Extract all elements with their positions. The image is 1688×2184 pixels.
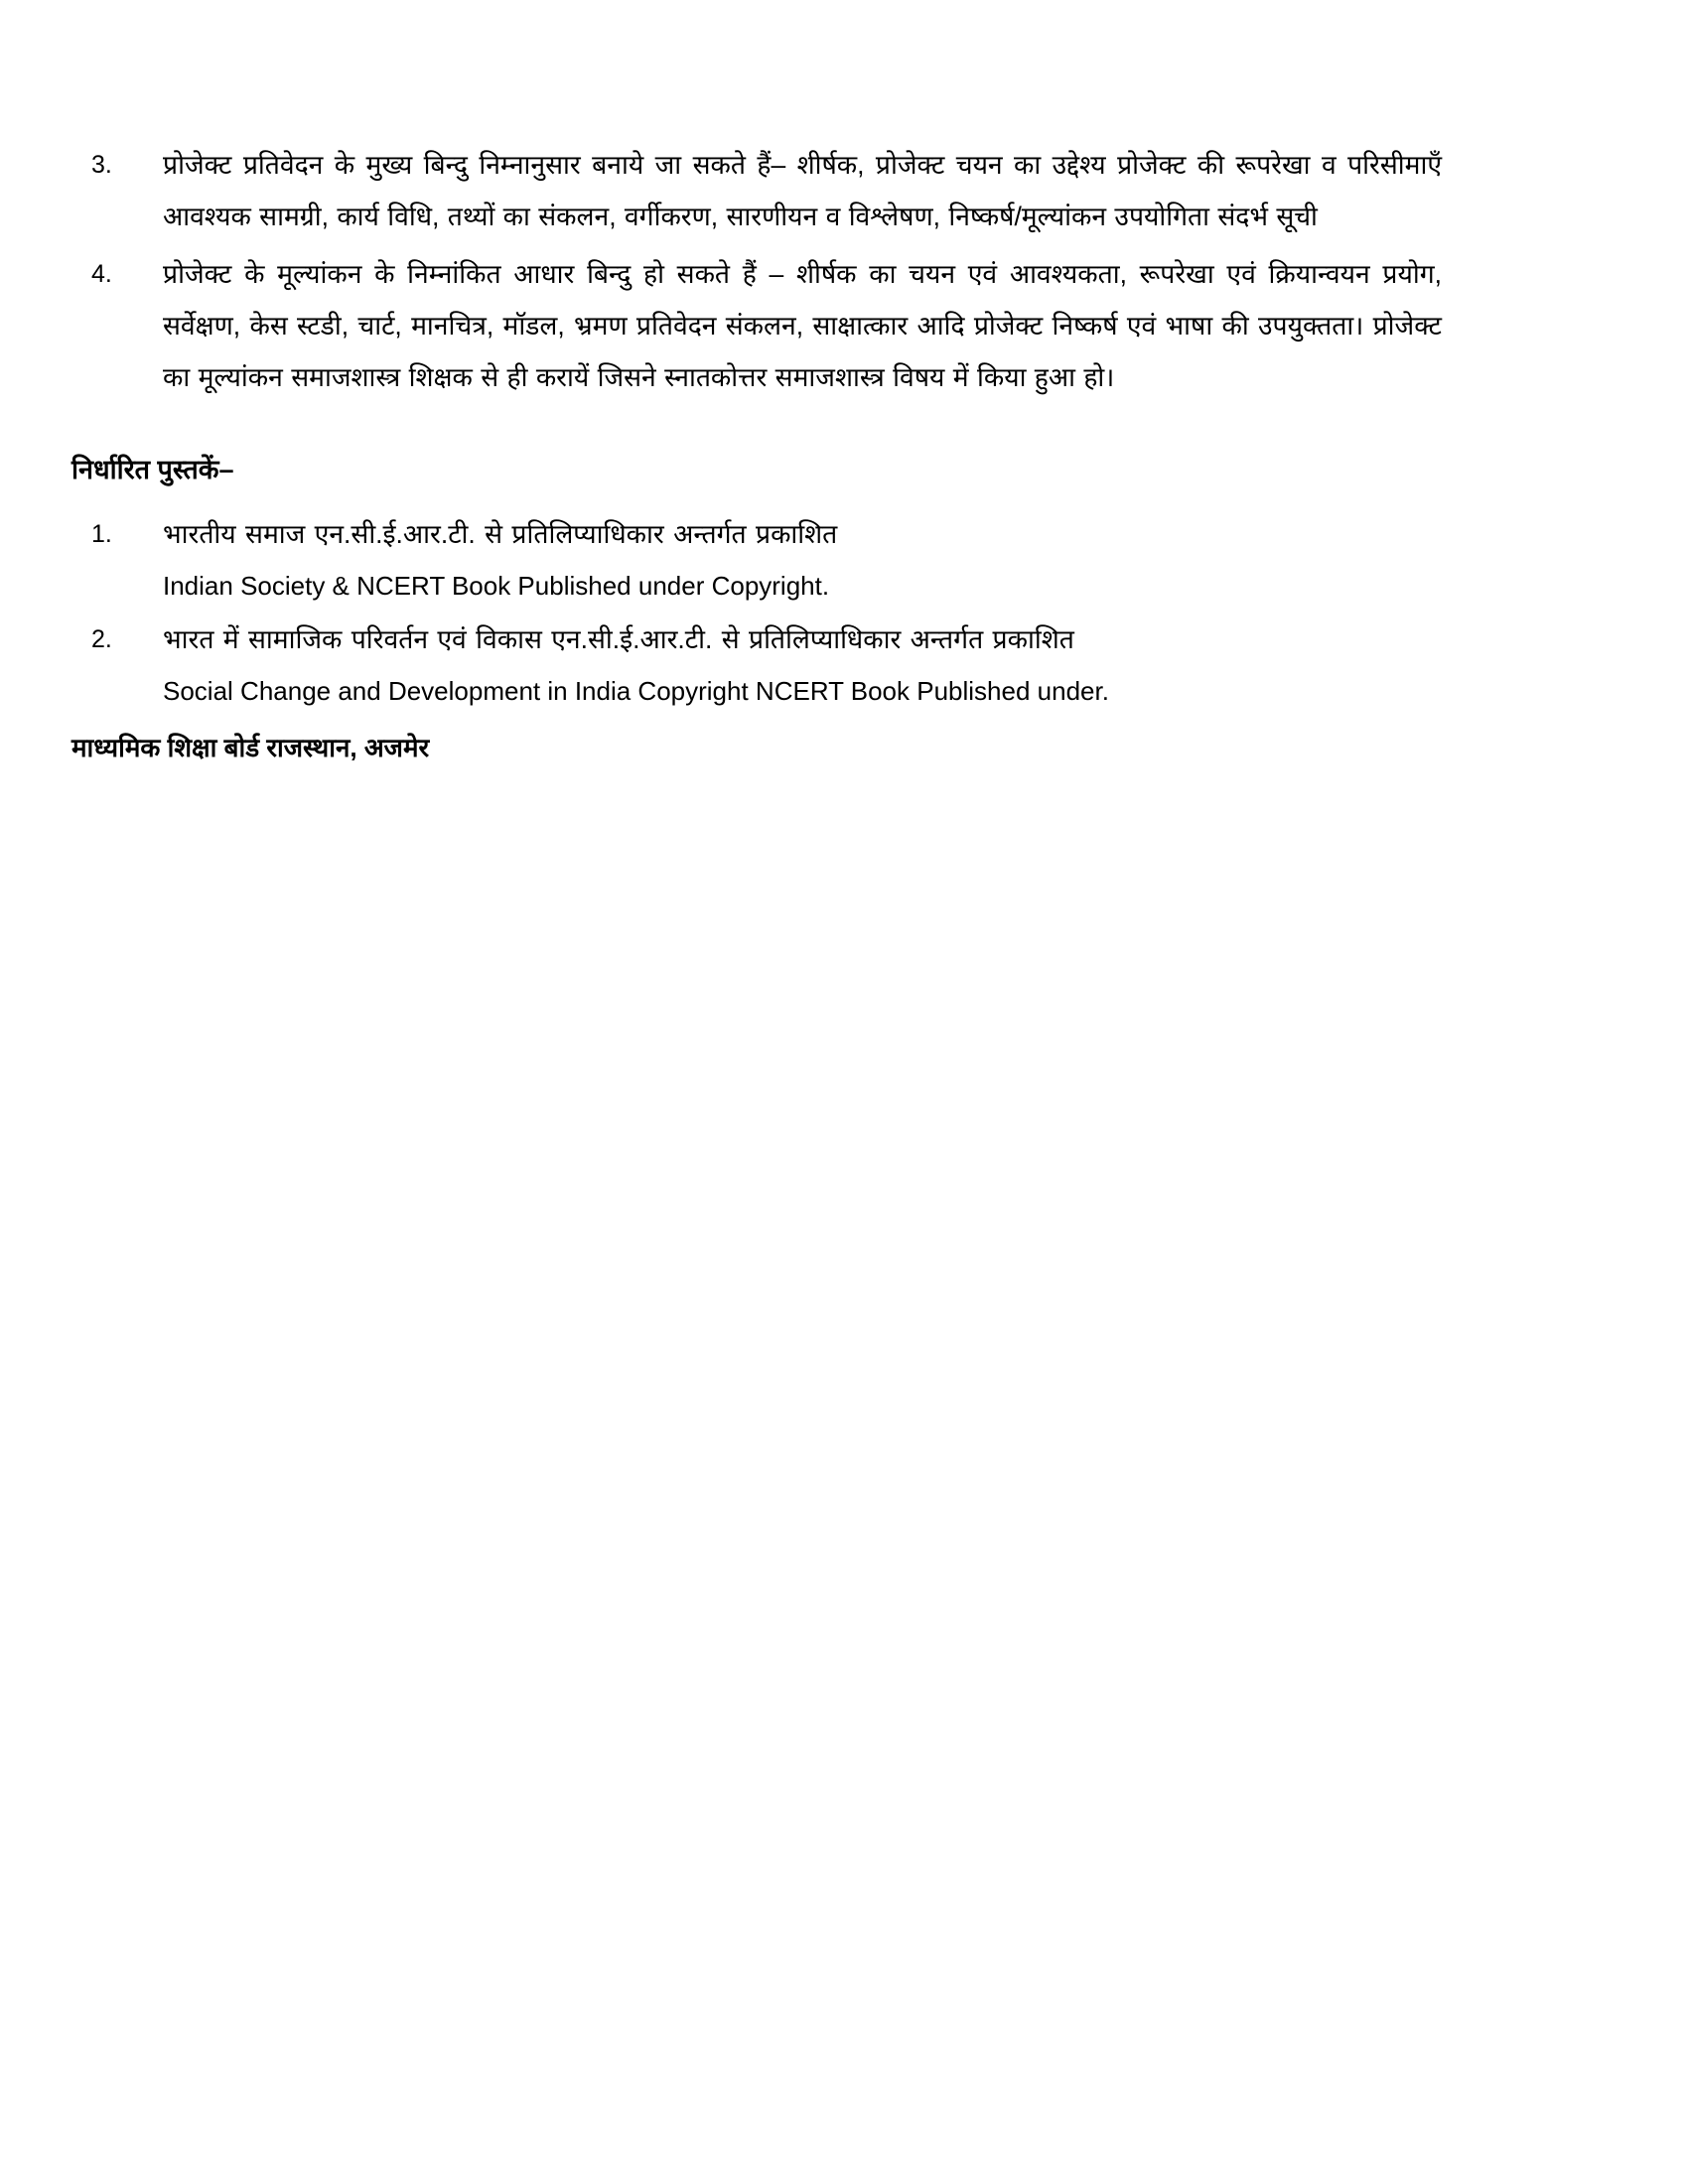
numbered-item-4 bbox=[91, 248, 1442, 403]
book-item bbox=[91, 614, 1442, 717]
paragraph-text: प्रोजेक्ट प्रतिवेदन के मुख्य बिन्दु निम्नानुसार बनाये जा सकते हैं– शीर्षक, प्रोजेक्ट चयन का उद्देश्य प्रोजेक्ट की रूपरेखा व परिसीमाएँ आवश्यक सामग्री, कार्य विधि, तथ्यों का संकलन, वर्गीकरण, सारणीयन व विश्लेषण, निष्कर्ष/मूल्यांकन उपयोगिता संदर्भ सूची bbox=[163, 150, 1442, 231]
list-marker: 3. bbox=[91, 151, 112, 179]
prescribed-books-heading: निर्धारित पुस्तकें– bbox=[71, 455, 234, 484]
blank-page-area bbox=[0, 953, 1688, 2184]
numbered-item-body bbox=[163, 139, 1442, 242]
document-content bbox=[71, 139, 1442, 770]
list-marker: 1. bbox=[91, 520, 112, 548]
book-item-body bbox=[163, 508, 1442, 612]
book-title-english: Social Change and Development in India Copyright NCERT Book Published under. bbox=[163, 676, 1109, 706]
list-marker: 4. bbox=[91, 260, 112, 288]
prescribed-books-list bbox=[91, 508, 1442, 717]
book-item bbox=[91, 508, 1442, 612]
numbered-item-body bbox=[163, 248, 1442, 403]
book-title-hindi: भारत में सामाजिक परिवर्तन एवं विकास एन.सी.ई.आर.टी. से प्रतिलिप्याधिकार अन्तर्गत प्रकाशित bbox=[163, 624, 1074, 654]
paragraph-text: प्रोजेक्ट के मूल्यांकन के निम्नांकित आधार बिन्दु हो सकते हैं – शीर्षक का चयन एवं आवश्यकता, रूपरेखा एवं क्रियान्वयन प्रयोग, सर्वेक्षण, केस स्टडी, चार्ट, मानचित्र, मॉडल, भ्रमण प्रतिवेदन संकलन, साक्षात्कार आदि प्रोजेक्ट निष्कर्ष एवं भाषा की उपयुक्तता। प्रोजेक्ट का मूल्यांकन समाजशास्त्र शिक्षक से ही करायें जिसने स्नातकोत्तर समाजशास्त्र विषय में किया हुआ हो। bbox=[163, 259, 1442, 392]
board-name-line: माध्यमिक शिक्षा बोर्ड राजस्थान, अजमेर bbox=[71, 733, 430, 762]
book-title-hindi: भारतीय समाज एन.सी.ई.आर.टी. से प्रतिलिप्याधिकार अन्तर्गत प्रकाशित bbox=[163, 519, 838, 549]
book-item-body bbox=[163, 614, 1442, 717]
list-marker: 2. bbox=[91, 625, 112, 653]
numbered-item-3 bbox=[91, 139, 1442, 242]
book-title-english: Indian Society & NCERT Book Published under Copyright. bbox=[163, 571, 830, 601]
